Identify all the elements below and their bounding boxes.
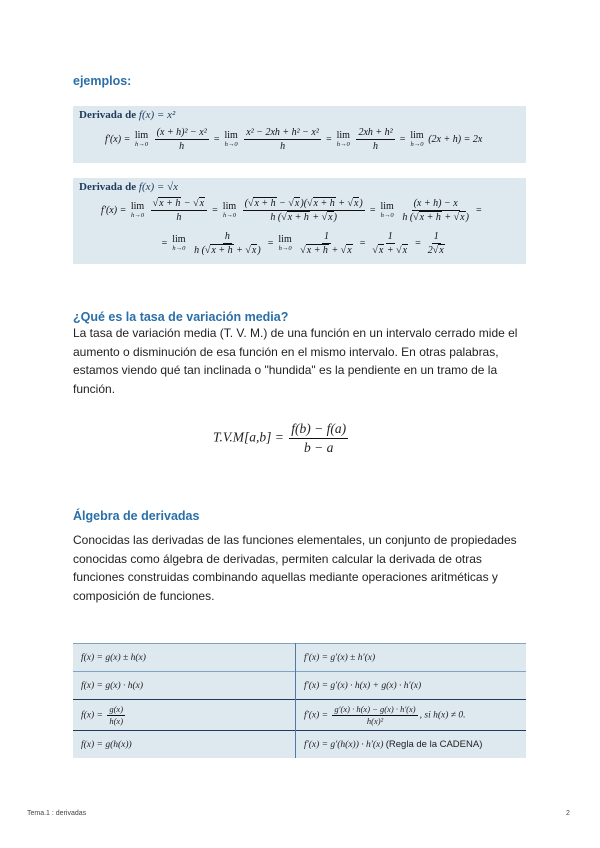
tvm-paragraph: La tasa de variación media (T. V. M.) de una función en un intervalo cerrado mide el aumento o disminución de esa función en el mismo intervalo. En otras palabras, estamos viendo qué tan inclinada o "hundida" es la pendiente en un tramo de la función. bbox=[73, 326, 518, 396]
rule-chain bbox=[73, 731, 526, 759]
footer-title: Tema.1 : derivadas bbox=[27, 810, 87, 817]
examples-heading: ejemplos: bbox=[73, 74, 132, 88]
rule-sum-derivative: f′(x) = g′(x) ± h′(x) bbox=[296, 644, 527, 672]
rule-chain-function: f(x) = g(h(x)) bbox=[73, 731, 296, 759]
algebra-heading: Álgebra de derivadas bbox=[73, 509, 200, 523]
algebra-paragraph: Conocidas las derivadas de las funciones elementales, un conjunto de propiedades conocidas como álgebra de derivadas, permiten calcular la derivada de otras funciones construidas combinando aquellas mediante operaciones aritméticas y composición de funciones. bbox=[73, 533, 517, 603]
rule-product-function: f(x) = g(x) · h(x) bbox=[73, 672, 296, 700]
rule-quotient bbox=[73, 700, 526, 731]
example-title-sqrt: Derivada de f(x) = √x bbox=[79, 181, 178, 193]
rule-sum bbox=[73, 644, 526, 672]
example-box-x-squared bbox=[73, 106, 526, 163]
rule-quotient-derivative: f′(x) = $\frac{g'(x) \cdot h(x) - g(x) \cdot h'(x)}{\text{h(x)²}}$ , si h(x) ≠ 0. bbox=[296, 700, 527, 731]
derivative-rules-table bbox=[73, 643, 526, 758]
derivative-x-squared-equation: f′(x) = lim h→0 $\frac{\text{(x + h)² − x²}}{h}$ = lim h→0 $\frac{\text{x² − 2xh + h² − x²}}{h}$ = lim h→0 $\frac{\text{2xh + h²}}{h}$ = lim h→0 (2x + h) = 2x bbox=[105, 127, 483, 152]
rule-product bbox=[73, 672, 526, 700]
rule-quotient-function: f(x) = $\frac{g(x)}{h(x)}$ bbox=[73, 700, 296, 731]
rule-sum-function: f(x) = g(x) ± h(x) bbox=[73, 644, 296, 672]
example-box-sqrt bbox=[73, 178, 526, 264]
rule-product-derivative: f′(x) = g′(x) · h(x) + g(x) · h′(x) bbox=[296, 672, 527, 700]
derivative-sqrt-equation-line2: = lim h→0 $\frac{h}{h (√x + h + √x)}$ = lim h→0 $\frac{1}{√x + h + √x}$ = $\frac{1}{√x + √x}$ = $\frac{1}{2√x}$ bbox=[161, 231, 444, 256]
tvm-heading: ¿Qué es la tasa de variación media? bbox=[73, 310, 289, 324]
example-title-x-squared: Derivada de f(x) = x² bbox=[79, 109, 176, 121]
rule-chain-derivative: f′(x) = g′(h(x)) · h′(x) (Regla de la CADENA) bbox=[296, 731, 527, 759]
page-number: 2 bbox=[566, 810, 570, 817]
tvm-formula: T.V.M[a,b] = $\frac{f(b) - f(a)}{b - a}$ bbox=[213, 421, 347, 455]
derivative-sqrt-equation-line1: f′(x) = lim h→0 $\frac{√x + h - √x}{h}$ = lim h→0 $\frac{(√x + h - √x)(√x + h + √x)}{h (√x + h + √x)}$ = lim h→0 $\frac{(x + h) - x}{h (√x + h + √x)}$ = bbox=[101, 198, 483, 223]
